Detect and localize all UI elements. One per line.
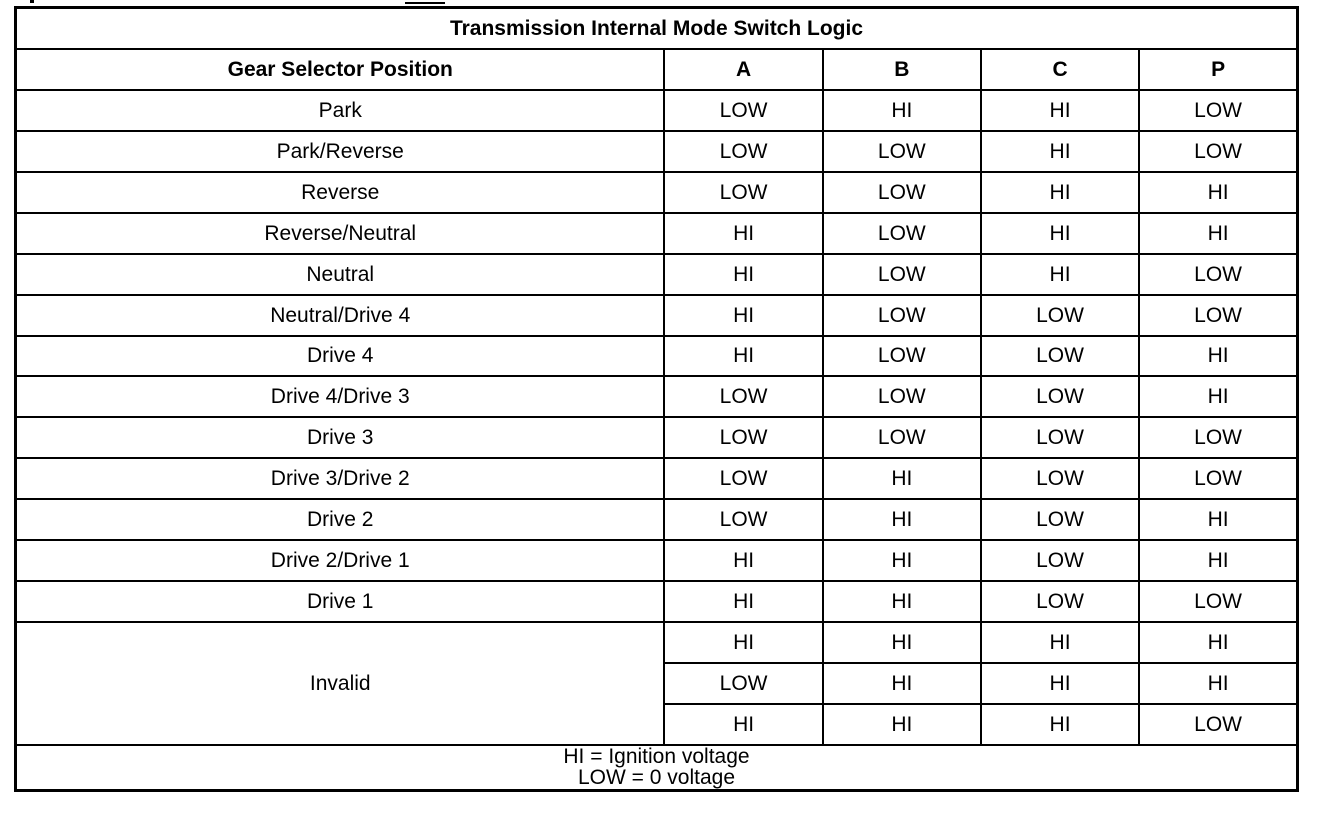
pin-c-cell: HI bbox=[981, 622, 1139, 663]
pin-b-cell: LOW bbox=[823, 376, 981, 417]
header-pin-c: C bbox=[981, 49, 1139, 90]
legend-row bbox=[16, 745, 1298, 791]
pin-a-cell: HI bbox=[664, 213, 822, 254]
pin-a-cell: LOW bbox=[664, 131, 822, 172]
header-pin-a: A bbox=[664, 49, 822, 90]
pin-c-cell: LOW bbox=[981, 336, 1139, 377]
table-row bbox=[16, 131, 1298, 172]
gear-position-cell: Neutral/Drive 4 bbox=[16, 295, 665, 336]
pin-b-cell: LOW bbox=[823, 131, 981, 172]
header-gear-selector-position: Gear Selector Position bbox=[16, 49, 665, 90]
pin-p-cell: LOW bbox=[1139, 295, 1297, 336]
header-pin-b: B bbox=[823, 49, 981, 90]
pin-p-cell: LOW bbox=[1139, 254, 1297, 295]
table-row bbox=[16, 622, 1298, 663]
gear-position-cell: Drive 1 bbox=[16, 581, 665, 622]
pin-p-cell: LOW bbox=[1139, 704, 1297, 745]
legend-hi: HI = Ignition voltage bbox=[563, 745, 750, 769]
pin-a-cell: LOW bbox=[664, 172, 822, 213]
pin-b-cell: HI bbox=[823, 540, 981, 581]
pin-p-cell: LOW bbox=[1139, 581, 1297, 622]
table-row bbox=[16, 254, 1298, 295]
pin-a-cell: HI bbox=[664, 295, 822, 336]
table-header-row bbox=[16, 49, 1298, 90]
pin-p-cell: HI bbox=[1139, 213, 1297, 254]
gear-position-cell: Drive 3 bbox=[16, 417, 665, 458]
pin-p-cell: LOW bbox=[1139, 90, 1297, 131]
pin-c-cell: LOW bbox=[981, 540, 1139, 581]
table-row bbox=[16, 581, 1298, 622]
pin-b-cell: LOW bbox=[823, 213, 981, 254]
pin-a-cell: LOW bbox=[664, 663, 822, 704]
pin-c-cell: LOW bbox=[981, 458, 1139, 499]
table-title: Transmission Internal Mode Switch Logic bbox=[16, 8, 1298, 49]
pin-a-cell: HI bbox=[664, 704, 822, 745]
mode-switch-logic-table bbox=[14, 6, 1299, 792]
pin-p-cell: LOW bbox=[1139, 458, 1297, 499]
table-body bbox=[16, 90, 1298, 622]
legend-low: LOW = 0 voltage bbox=[578, 766, 735, 790]
pin-a-cell: LOW bbox=[664, 417, 822, 458]
pin-a-cell: HI bbox=[664, 622, 822, 663]
pin-b-cell: HI bbox=[823, 663, 981, 704]
invalid-label-cell: Invalid bbox=[16, 622, 665, 745]
pin-b-cell: HI bbox=[823, 499, 981, 540]
table-row bbox=[16, 458, 1298, 499]
pin-c-cell: HI bbox=[981, 213, 1139, 254]
gear-position-cell: Reverse bbox=[16, 172, 665, 213]
pin-b-cell: HI bbox=[823, 458, 981, 499]
pin-b-cell: HI bbox=[823, 622, 981, 663]
pin-p-cell: HI bbox=[1139, 376, 1297, 417]
pin-a-cell: LOW bbox=[664, 458, 822, 499]
table-row bbox=[16, 295, 1298, 336]
pin-a-cell: HI bbox=[664, 336, 822, 377]
pin-b-cell: LOW bbox=[823, 336, 981, 377]
crop-mark bbox=[30, 0, 34, 3]
pin-a-cell: HI bbox=[664, 540, 822, 581]
pin-c-cell: HI bbox=[981, 172, 1139, 213]
pin-b-cell: LOW bbox=[823, 295, 981, 336]
header-pin-p: P bbox=[1139, 49, 1297, 90]
pin-a-cell: LOW bbox=[664, 499, 822, 540]
pin-b-cell: LOW bbox=[823, 417, 981, 458]
gear-position-cell: Neutral bbox=[16, 254, 665, 295]
pin-p-cell: HI bbox=[1139, 499, 1297, 540]
gear-position-cell: Reverse/Neutral bbox=[16, 213, 665, 254]
table-row bbox=[16, 376, 1298, 417]
pin-a-cell: HI bbox=[664, 254, 822, 295]
gear-position-cell: Park/Reverse bbox=[16, 131, 665, 172]
pin-b-cell: HI bbox=[823, 90, 981, 131]
pin-p-cell: HI bbox=[1139, 336, 1297, 377]
gear-position-cell: Park bbox=[16, 90, 665, 131]
table-row bbox=[16, 90, 1298, 131]
pin-c-cell: HI bbox=[981, 90, 1139, 131]
gear-position-cell: Drive 2 bbox=[16, 499, 665, 540]
gear-position-cell: Drive 4 bbox=[16, 336, 665, 377]
pin-p-cell: HI bbox=[1139, 622, 1297, 663]
pin-p-cell: LOW bbox=[1139, 417, 1297, 458]
gear-position-cell: Drive 2/Drive 1 bbox=[16, 540, 665, 581]
pin-p-cell: HI bbox=[1139, 540, 1297, 581]
gear-position-cell: Drive 4/Drive 3 bbox=[16, 376, 665, 417]
pin-c-cell: LOW bbox=[981, 581, 1139, 622]
table-row bbox=[16, 172, 1298, 213]
pin-b-cell: LOW bbox=[823, 254, 981, 295]
pin-b-cell: LOW bbox=[823, 172, 981, 213]
pin-c-cell: HI bbox=[981, 704, 1139, 745]
pin-p-cell: LOW bbox=[1139, 131, 1297, 172]
pin-c-cell: HI bbox=[981, 131, 1139, 172]
pin-p-cell: HI bbox=[1139, 172, 1297, 213]
pin-c-cell: LOW bbox=[981, 417, 1139, 458]
pin-c-cell: LOW bbox=[981, 295, 1139, 336]
pin-b-cell: HI bbox=[823, 581, 981, 622]
table-row bbox=[16, 213, 1298, 254]
pin-c-cell: LOW bbox=[981, 376, 1139, 417]
table-row bbox=[16, 540, 1298, 581]
invalid-section bbox=[16, 622, 1298, 745]
pin-a-cell: HI bbox=[664, 581, 822, 622]
table-title-row bbox=[16, 8, 1298, 49]
pin-a-cell: LOW bbox=[664, 90, 822, 131]
pin-c-cell: HI bbox=[981, 254, 1139, 295]
crop-mark bbox=[405, 2, 445, 4]
table-row bbox=[16, 417, 1298, 458]
legend bbox=[16, 745, 1298, 791]
pin-c-cell: LOW bbox=[981, 499, 1139, 540]
pin-b-cell: HI bbox=[823, 704, 981, 745]
pin-p-cell: HI bbox=[1139, 663, 1297, 704]
gear-position-cell: Drive 3/Drive 2 bbox=[16, 458, 665, 499]
pin-a-cell: LOW bbox=[664, 376, 822, 417]
table-row bbox=[16, 336, 1298, 377]
pin-c-cell: HI bbox=[981, 663, 1139, 704]
table-row bbox=[16, 499, 1298, 540]
